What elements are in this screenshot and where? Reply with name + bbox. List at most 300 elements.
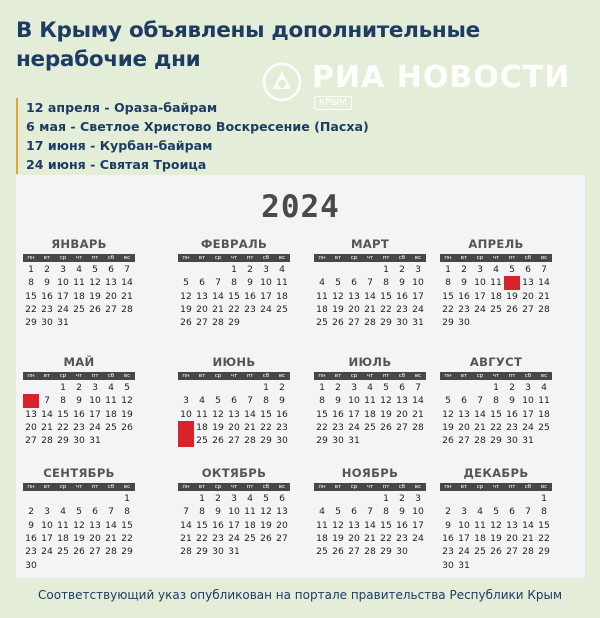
calendar-day: 9 bbox=[399, 277, 405, 289]
calendar-day: 22 bbox=[260, 421, 272, 433]
empty-cell bbox=[39, 381, 55, 394]
calendar-day: 6 bbox=[279, 493, 285, 505]
weekday-label: вс bbox=[540, 484, 548, 490]
calendar-day: 9 bbox=[279, 395, 285, 407]
weekday-label: ср bbox=[476, 373, 484, 379]
calendar-day: 13 bbox=[396, 395, 408, 407]
calendar-day: 1 bbox=[383, 493, 389, 505]
calendar-day: 24 bbox=[89, 421, 101, 433]
calendar-day: 7 bbox=[108, 506, 114, 518]
calendar-day: 27 bbox=[196, 317, 208, 329]
calendar-day: 11 bbox=[364, 395, 376, 407]
empty-cell bbox=[362, 263, 378, 276]
calendar-day: 17 bbox=[260, 290, 272, 302]
calendar-day: 30 bbox=[396, 317, 408, 329]
weekday-label: чт bbox=[366, 484, 374, 490]
calendar-day: 23 bbox=[442, 546, 454, 558]
calendar-day: 21 bbox=[364, 303, 376, 315]
calendar-day: 22 bbox=[380, 303, 392, 315]
calendar-day: 15 bbox=[196, 519, 208, 531]
calendar-day: 22 bbox=[380, 532, 392, 544]
day-grid bbox=[314, 381, 426, 447]
weekday-label: ср bbox=[476, 484, 484, 490]
calendar-day: 30 bbox=[25, 559, 37, 571]
calendar-day: 17 bbox=[41, 532, 53, 544]
calendar-day: 8 bbox=[28, 277, 34, 289]
calendar-day: 5 bbox=[92, 264, 98, 276]
calendar-day: 31 bbox=[57, 317, 69, 329]
day-grid bbox=[23, 263, 135, 329]
weekday-label: ср bbox=[350, 373, 358, 379]
empty-cell bbox=[456, 492, 472, 505]
month-calendar bbox=[314, 237, 426, 329]
calendar-day: 12 bbox=[332, 519, 344, 531]
calendar-day: 9 bbox=[399, 506, 405, 518]
calendar-day: 16 bbox=[506, 408, 518, 420]
calendar-day: 6 bbox=[351, 506, 357, 518]
calendar-day: 12 bbox=[180, 290, 192, 302]
empty-cell bbox=[210, 381, 226, 394]
calendar-day: 16 bbox=[212, 519, 224, 531]
calendar-day: 20 bbox=[105, 290, 117, 302]
calendar-day: 1 bbox=[445, 264, 451, 276]
calendar-day: 18 bbox=[276, 290, 288, 302]
calendar-day: 25 bbox=[538, 421, 550, 433]
weekday-label: чт bbox=[230, 373, 238, 379]
calendar-day: 2 bbox=[44, 264, 50, 276]
calendar-day: 27 bbox=[25, 435, 37, 447]
calendar-day: 2 bbox=[247, 264, 253, 276]
calendar-day: 13 bbox=[458, 408, 470, 420]
calendar-day: 1 bbox=[28, 264, 34, 276]
calendar-day: 26 bbox=[380, 421, 392, 433]
calendar-day: 30 bbox=[212, 546, 224, 558]
calendar-day: 13 bbox=[276, 506, 288, 518]
weekday-label: вс bbox=[123, 484, 131, 490]
calendar-day: 10 bbox=[474, 277, 486, 289]
calendar-day: 4 bbox=[319, 506, 325, 518]
month-calendar bbox=[178, 355, 290, 447]
calendar-day: 24 bbox=[260, 303, 272, 315]
calendar-day: 8 bbox=[124, 506, 130, 518]
calendar-day: 22 bbox=[538, 532, 550, 544]
empty-cell bbox=[194, 381, 210, 394]
calendar-day: 11 bbox=[244, 506, 256, 518]
calendar-day: 20 bbox=[276, 519, 288, 531]
calendar-day: 26 bbox=[506, 303, 518, 315]
holiday-day bbox=[178, 434, 194, 447]
empty-cell bbox=[87, 492, 103, 505]
calendar-day: 18 bbox=[474, 532, 486, 544]
weekday-label: пт bbox=[508, 255, 516, 261]
calendar-day: 15 bbox=[316, 408, 328, 420]
calendar-day: 26 bbox=[490, 546, 502, 558]
calendar-day: 3 bbox=[415, 493, 421, 505]
month-name: АПРЕЛЬ bbox=[468, 237, 524, 251]
calendar-day: 27 bbox=[348, 317, 360, 329]
calendar-day: 28 bbox=[105, 546, 117, 558]
calendar-day: 14 bbox=[412, 395, 424, 407]
calendar-day: 31 bbox=[412, 317, 424, 329]
calendar-day: 2 bbox=[509, 382, 515, 394]
calendar-day: 23 bbox=[41, 303, 53, 315]
calendar-day: 28 bbox=[364, 546, 376, 558]
calendar-day: 25 bbox=[73, 303, 85, 315]
month-name: СЕНТЯБРЬ bbox=[43, 466, 115, 480]
empty-cell bbox=[314, 263, 330, 276]
calendar-day: 13 bbox=[348, 290, 360, 302]
calendar-day: 20 bbox=[348, 303, 360, 315]
weekday-label: вс bbox=[414, 484, 422, 490]
calendar-day: 3 bbox=[525, 382, 531, 394]
weekday-label: пт bbox=[382, 255, 390, 261]
calendar-day: 21 bbox=[180, 532, 192, 544]
calendar-day: 8 bbox=[383, 277, 389, 289]
month-name: ДЕКАБРЬ bbox=[463, 466, 529, 480]
calendar-day: 5 bbox=[335, 506, 341, 518]
weekday-label: чт bbox=[366, 255, 374, 261]
calendar-day: 2 bbox=[461, 264, 467, 276]
weekday-label: вс bbox=[278, 373, 286, 379]
calendar-day: 23 bbox=[332, 421, 344, 433]
calendar-day: 7 bbox=[247, 395, 253, 407]
weekday-label: вт bbox=[334, 484, 342, 490]
calendar-day: 29 bbox=[380, 546, 392, 558]
calendar-day: 20 bbox=[506, 532, 518, 544]
weekday-label: пн bbox=[444, 373, 452, 379]
calendar-day: 21 bbox=[121, 290, 133, 302]
weekday-label: сб bbox=[398, 373, 406, 379]
calendar-day: 14 bbox=[364, 519, 376, 531]
calendar-day: 3 bbox=[461, 506, 467, 518]
empty-cell bbox=[55, 492, 71, 505]
weekday-label: сб bbox=[398, 484, 406, 490]
weekday-label: вс bbox=[414, 255, 422, 261]
calendar-day: 5 bbox=[215, 395, 221, 407]
calendar-day: 30 bbox=[276, 435, 288, 447]
day-grid bbox=[440, 381, 552, 447]
calendar-day: 19 bbox=[89, 290, 101, 302]
calendar-day: 9 bbox=[28, 519, 34, 531]
calendar-day: 7 bbox=[477, 395, 483, 407]
calendar-day: 15 bbox=[380, 519, 392, 531]
month-calendar bbox=[440, 237, 552, 329]
calendar-day: 28 bbox=[180, 546, 192, 558]
calendar-panel bbox=[16, 175, 585, 578]
ria-logo-icon bbox=[262, 62, 302, 102]
holiday-day bbox=[23, 394, 39, 407]
calendar-day: 15 bbox=[25, 290, 37, 302]
calendar-day: 7 bbox=[124, 264, 130, 276]
calendar-day: 3 bbox=[415, 264, 421, 276]
weekday-label: чт bbox=[75, 255, 83, 261]
holiday-item: 12 апреля - Ораза-байрам bbox=[26, 100, 218, 115]
calendar-day: 18 bbox=[364, 408, 376, 420]
calendar-day: 9 bbox=[247, 277, 253, 289]
calendar-day: 1 bbox=[231, 264, 237, 276]
calendar-day: 18 bbox=[57, 532, 69, 544]
weekday-header bbox=[23, 372, 135, 380]
calendar-day: 1 bbox=[493, 382, 499, 394]
calendar-day: 25 bbox=[244, 532, 256, 544]
calendar-day: 12 bbox=[212, 408, 224, 420]
holiday-item: 17 июня - Курбан-байрам bbox=[26, 138, 213, 153]
calendar-day: 26 bbox=[73, 546, 85, 558]
calendar-day: 17 bbox=[412, 290, 424, 302]
weekday-label: ср bbox=[476, 255, 484, 261]
calendar-day: 17 bbox=[412, 519, 424, 531]
calendar-day: 9 bbox=[44, 277, 50, 289]
weekday-label: сб bbox=[262, 255, 270, 261]
weekday-label: ср bbox=[214, 255, 222, 261]
calendar-day: 4 bbox=[76, 264, 82, 276]
weekday-label: сб bbox=[107, 373, 115, 379]
calendar-day: 7 bbox=[541, 264, 547, 276]
day-grid bbox=[178, 263, 290, 329]
calendar-day: 21 bbox=[522, 532, 534, 544]
calendar-day: 4 bbox=[60, 506, 66, 518]
calendar-day: 11 bbox=[490, 277, 502, 289]
calendar-day: 28 bbox=[474, 435, 486, 447]
calendar-day: 10 bbox=[41, 519, 53, 531]
calendar-day: 8 bbox=[60, 395, 66, 407]
calendar-day: 9 bbox=[509, 395, 515, 407]
weekday-header bbox=[23, 483, 135, 491]
calendar-day: 29 bbox=[538, 546, 550, 558]
day-grid bbox=[23, 492, 135, 572]
calendar-day: 29 bbox=[57, 435, 69, 447]
calendar-day: 8 bbox=[231, 277, 237, 289]
month-calendar bbox=[440, 355, 552, 447]
calendar-day: 20 bbox=[396, 408, 408, 420]
weekday-header bbox=[440, 372, 552, 380]
calendar-day: 3 bbox=[231, 493, 237, 505]
calendar-day: 8 bbox=[199, 506, 205, 518]
calendar-day: 27 bbox=[348, 546, 360, 558]
calendar-day: 21 bbox=[105, 532, 117, 544]
calendar-day: 13 bbox=[348, 519, 360, 531]
calendar-day: 5 bbox=[493, 506, 499, 518]
calendar-day: 7 bbox=[215, 277, 221, 289]
weekday-label: ср bbox=[214, 373, 222, 379]
month-calendar bbox=[23, 237, 135, 329]
calendar-day: 11 bbox=[474, 519, 486, 531]
weekday-label: пт bbox=[508, 484, 516, 490]
weekday-label: вс bbox=[540, 255, 548, 261]
weekday-label: сб bbox=[262, 484, 270, 490]
calendar-day: 20 bbox=[25, 421, 37, 433]
calendar-day: 4 bbox=[108, 382, 114, 394]
calendar-day: 2 bbox=[76, 382, 82, 394]
calendar-day: 10 bbox=[57, 277, 69, 289]
calendar-day: 23 bbox=[244, 303, 256, 315]
calendar-day: 14 bbox=[180, 519, 192, 531]
calendar-day: 10 bbox=[522, 395, 534, 407]
calendar-day: 4 bbox=[541, 382, 547, 394]
calendar-day: 18 bbox=[105, 408, 117, 420]
month-name: МАРТ bbox=[350, 237, 390, 251]
empty-cell bbox=[178, 381, 194, 394]
calendar-day: 27 bbox=[228, 435, 240, 447]
calendar-day: 11 bbox=[57, 519, 69, 531]
calendar-day: 14 bbox=[41, 408, 53, 420]
calendar-day: 9 bbox=[335, 395, 341, 407]
calendar-day: 18 bbox=[490, 290, 502, 302]
empty-cell bbox=[488, 492, 504, 505]
calendar-day: 11 bbox=[316, 290, 328, 302]
day-grid bbox=[314, 492, 426, 558]
month-name: ИЮНЬ bbox=[212, 355, 256, 369]
calendar-day: 25 bbox=[490, 303, 502, 315]
calendar-day: 15 bbox=[380, 290, 392, 302]
calendar-day: 21 bbox=[412, 408, 424, 420]
calendar-day: 6 bbox=[399, 382, 405, 394]
month-name: ИЮЛЬ bbox=[348, 355, 392, 369]
month-calendar bbox=[23, 355, 135, 447]
calendar-day: 22 bbox=[490, 421, 502, 433]
calendar-day: 19 bbox=[380, 408, 392, 420]
weekday-label: сб bbox=[524, 373, 532, 379]
empty-cell bbox=[23, 381, 39, 394]
calendar-day: 13 bbox=[89, 519, 101, 531]
calendar-day: 26 bbox=[260, 532, 272, 544]
calendar-day: 23 bbox=[73, 421, 85, 433]
calendar-day: 14 bbox=[244, 408, 256, 420]
empty-cell bbox=[178, 263, 194, 276]
weekday-label: пт bbox=[246, 373, 254, 379]
calendar-day: 29 bbox=[442, 317, 454, 329]
weekday-label: пн bbox=[318, 255, 326, 261]
calendar-day: 1 bbox=[199, 493, 205, 505]
calendar-day: 27 bbox=[506, 546, 518, 558]
calendar-day: 17 bbox=[57, 290, 69, 302]
calendar-day: 18 bbox=[316, 303, 328, 315]
month-calendar bbox=[314, 466, 426, 558]
weekday-label: вт bbox=[334, 373, 342, 379]
holiday-item: 6 мая - Светлое Христово Воскресение (Пасха) bbox=[26, 119, 369, 134]
calendar-day: 1 bbox=[541, 493, 547, 505]
weekday-label: вт bbox=[198, 255, 206, 261]
empty-cell bbox=[456, 381, 472, 394]
calendar-day: 19 bbox=[332, 303, 344, 315]
weekday-label: вт bbox=[43, 484, 51, 490]
calendar-day: 24 bbox=[412, 532, 424, 544]
calendar-day: 27 bbox=[276, 532, 288, 544]
weekday-label: пн bbox=[318, 484, 326, 490]
calendar-day: 20 bbox=[89, 532, 101, 544]
calendar-day: 5 bbox=[76, 506, 82, 518]
calendar-day: 31 bbox=[89, 435, 101, 447]
empty-cell bbox=[194, 263, 210, 276]
empty-cell bbox=[103, 492, 119, 505]
calendar-day: 13 bbox=[506, 519, 518, 531]
empty-cell bbox=[346, 492, 362, 505]
calendar-day: 22 bbox=[25, 303, 37, 315]
weekday-label: сб bbox=[107, 484, 115, 490]
empty-cell bbox=[210, 263, 226, 276]
weekday-label: вт bbox=[460, 484, 468, 490]
calendar-day: 16 bbox=[244, 290, 256, 302]
day-grid bbox=[178, 492, 290, 558]
calendar-day: 29 bbox=[490, 435, 502, 447]
calendar-day: 21 bbox=[474, 421, 486, 433]
calendar-day: 19 bbox=[260, 519, 272, 531]
calendar-day: 2 bbox=[399, 264, 405, 276]
weekday-label: ср bbox=[59, 484, 67, 490]
calendar-day: 28 bbox=[244, 435, 256, 447]
calendar-day: 26 bbox=[332, 546, 344, 558]
calendar-day: 4 bbox=[493, 264, 499, 276]
empty-cell bbox=[178, 492, 194, 505]
month-name: АВГУСТ bbox=[469, 355, 523, 369]
calendar-day: 4 bbox=[247, 493, 253, 505]
weekday-header bbox=[440, 254, 552, 262]
month-calendar bbox=[314, 355, 426, 447]
calendar-day: 3 bbox=[351, 382, 357, 394]
weekday-label: вт bbox=[43, 373, 51, 379]
month-calendar bbox=[178, 237, 290, 329]
weekday-label: чт bbox=[492, 373, 500, 379]
weekday-label: пн bbox=[182, 484, 190, 490]
calendar-day: 20 bbox=[522, 290, 534, 302]
calendar-day: 28 bbox=[121, 303, 133, 315]
calendar-day: 31 bbox=[348, 435, 360, 447]
weekday-label: вт bbox=[460, 373, 468, 379]
calendar-day: 14 bbox=[121, 277, 133, 289]
weekday-label: вт bbox=[43, 255, 51, 261]
calendar-day: 9 bbox=[461, 277, 467, 289]
weekday-label: пн bbox=[318, 373, 326, 379]
calendar-day: 25 bbox=[316, 317, 328, 329]
calendar-day: 24 bbox=[458, 546, 470, 558]
calendar-day: 3 bbox=[477, 264, 483, 276]
calendar-day: 2 bbox=[215, 493, 221, 505]
calendar-day: 13 bbox=[25, 408, 37, 420]
calendar-day: 16 bbox=[442, 532, 454, 544]
calendar-day: 14 bbox=[212, 290, 224, 302]
month-name: МАЙ bbox=[63, 355, 95, 369]
calendar-day: 15 bbox=[121, 519, 133, 531]
holiday-list bbox=[16, 98, 369, 174]
empty-cell bbox=[440, 492, 456, 505]
weekday-header bbox=[314, 254, 426, 262]
weekday-label: вс bbox=[123, 255, 131, 261]
calendar-day: 16 bbox=[458, 290, 470, 302]
weekday-label: пн bbox=[27, 484, 35, 490]
weekday-label: вс bbox=[278, 255, 286, 261]
calendar-day: 29 bbox=[228, 317, 240, 329]
calendar-day: 19 bbox=[332, 532, 344, 544]
calendar-day: 16 bbox=[276, 408, 288, 420]
calendar-day: 16 bbox=[332, 408, 344, 420]
calendar-day: 29 bbox=[316, 435, 328, 447]
calendar-day: 20 bbox=[196, 303, 208, 315]
weekday-label: сб bbox=[107, 255, 115, 261]
calendar-day: 5 bbox=[509, 264, 515, 276]
calendar-day: 25 bbox=[105, 421, 117, 433]
weekday-label: вс bbox=[540, 373, 548, 379]
calendar-day: 27 bbox=[522, 303, 534, 315]
empty-cell bbox=[440, 381, 456, 394]
calendar-day: 1 bbox=[319, 382, 325, 394]
calendar-day: 24 bbox=[228, 532, 240, 544]
weekday-label: пт bbox=[246, 255, 254, 261]
weekday-label: сб bbox=[524, 255, 532, 261]
calendar-day: 10 bbox=[180, 408, 192, 420]
calendar-day: 10 bbox=[228, 506, 240, 518]
calendar-day: 11 bbox=[73, 277, 85, 289]
calendar-day: 29 bbox=[25, 317, 37, 329]
